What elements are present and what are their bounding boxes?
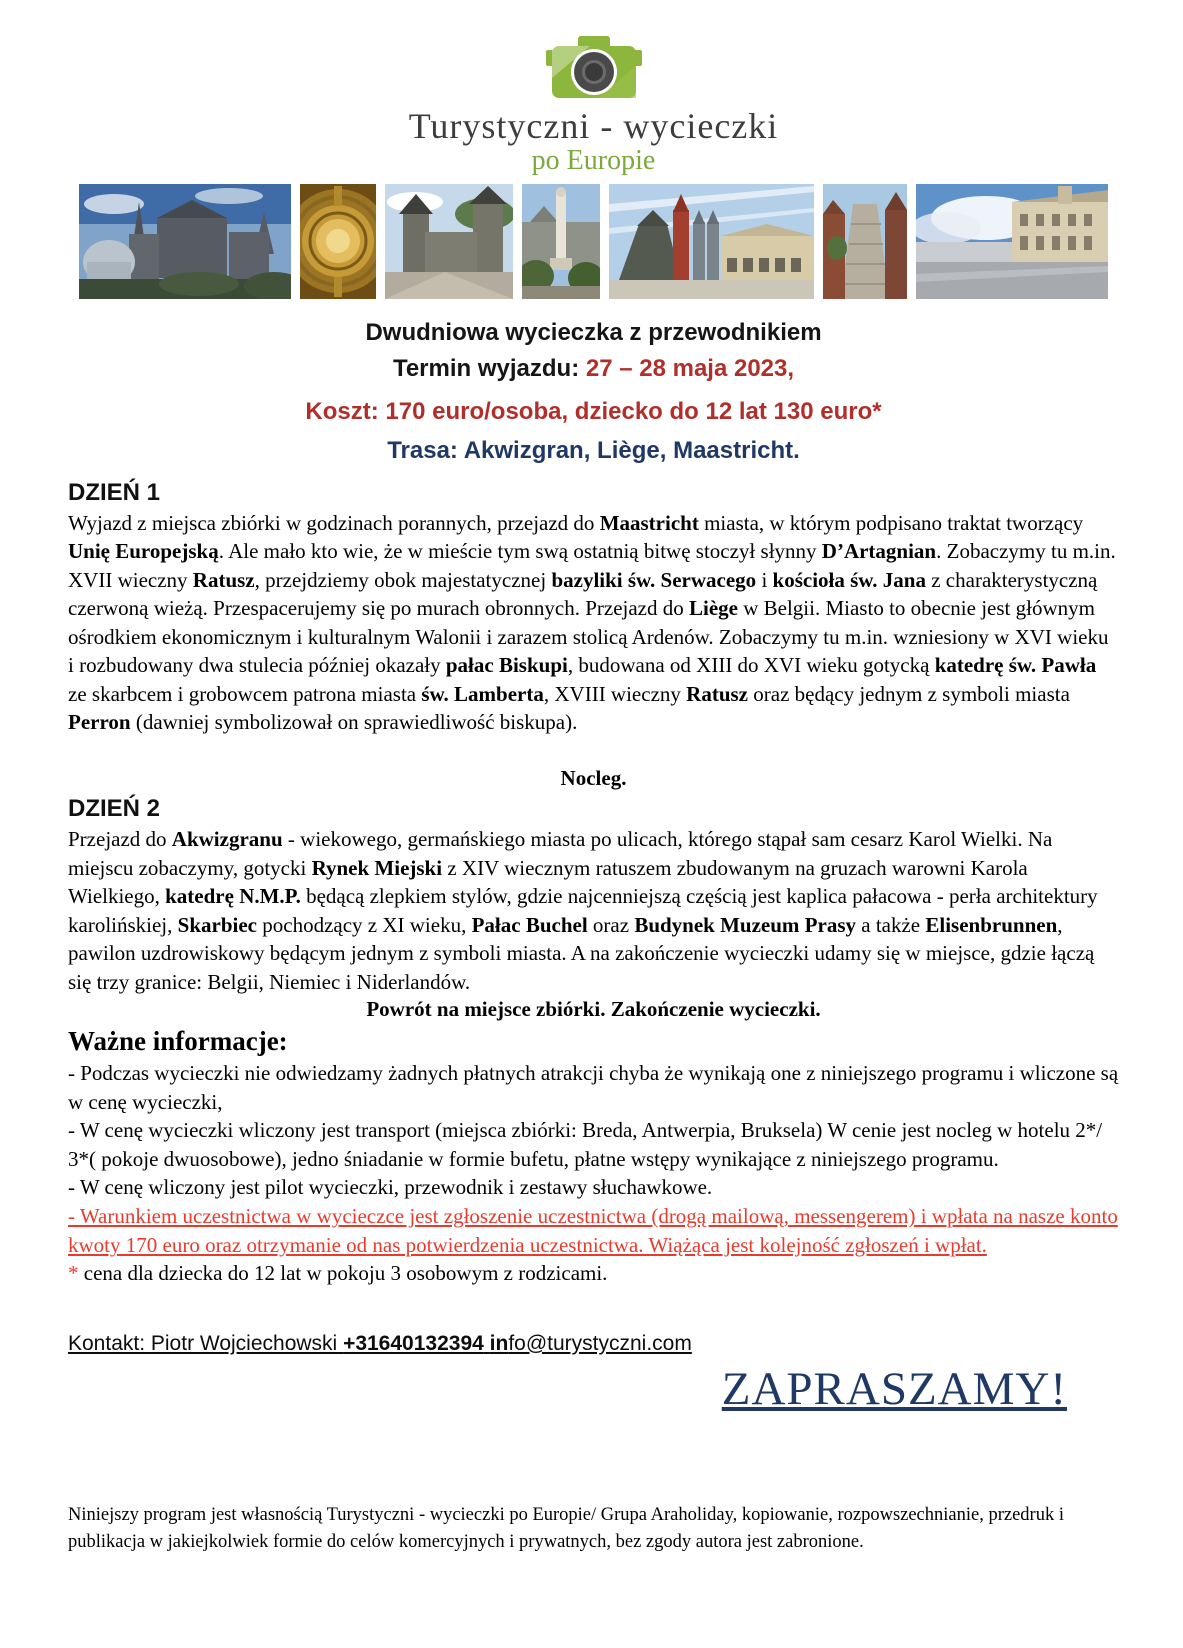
maastricht-vrijthof-square-photo <box>609 184 814 299</box>
contact-line[interactable]: Kontakt: Piotr Wojciechowski +31640132394 info@turystyczni.com <box>68 1331 692 1355</box>
day1-heading: DZIEŃ 1 <box>68 478 161 506</box>
day1-description: Wyjazd z miejsca zbiórki w godzinach porannych, przejazd do Maastricht miasta, w którym podpisano traktat tworzący Unię Europejską. Ale mało kto wie, że w mieście tym swą ostatnią bitwę stoczył słynny D’Artagnian. Zobaczymy tu m.in. XVII wieczny Ratusz, przejdziemy obok majestatycznej bazyliki św. Serwacego i kościoła św. Jana z charakterystyczną czerwoną wieżą. Przespacerujemy się po murach obronnych. Przejazd do Liège w Belgii. Miasto to obecnie jest głównym ośrodkiem ekonomicznym i kulturalnym Walonii i zarazem stolicą Ardenów. Zobaczymy tu m.in. wzniesiony w XVI wieku i rozbudowany dwa stulecia później okazały pałac Biskupi, budowana od XIII do XVI wieku gotycką katedrę św. Pawła ze skarbcem i grobowcem patrona miasta św. Lamberta, XVIII wieczny Ratusz oraz będący jednym z symboli miasta Perron (dawniej symbolizował on sprawiedliwość biskupa). <box>68 510 1116 735</box>
title-block <box>68 318 1119 464</box>
trip-cost: Koszt: 170 euro/osoba, dziecko do 12 lat 130 euro* <box>305 397 882 425</box>
important-item-2: - W cenę wycieczki wliczony jest transport (miejsca zbiórki: Breda, Antwerpia, Bruksela) W cenie jest nocleg w hotelu 2*/ 3*( pokoje dwuosobowe), jedno śniadanie w formie bufetu, płatne wstępy wynikające z niniejszego programu. <box>68 1118 1103 1171</box>
copyright-note: Niniejszy program jest własnością Turystyczni - wycieczki po Europie/ Grupa Araholiday, kopiowanie, rozpowszechnianie, przedruk i publikacja w jakiejkolwiek formie do celów komercyjnych i prywatnych, bez zgody autora jest zabronione. <box>68 1504 1064 1553</box>
brand-tagline: po Europie <box>531 144 656 176</box>
day2-description: Przejazd do Akwizgranu - wiekowego, germańskiego miasta po ulicach, którego stąpał sam cesarz Karol Wielki. Na miejscu zobaczymy, gotycki Rynek Miejski z XIV wiecznym ratuszem zbudowanym na gruzach warowni Karola Wielkiego, katedrę N.M.P. będącą zlepkiem stylów, gdzie najcenniejszą częścią jest kaplica pałacowa - perła architektury karolińskiej, Skarbiec pochodzący z XI wieku, Pałac Buchel oraz Budynek Muzeum Prasy a także Elisenbrunnen, pawilon uzdrowiskowy będącym jednym z symboli miasta. A na zakończenie wycieczki udamy się w miejsce, gdzie łączą się trzy granice: Belgii, Niemiec i Niderlandów. <box>68 826 1098 994</box>
photo-strip <box>68 184 1119 299</box>
important-item-3: - W cenę wliczony jest pilot wycieczki, przewodnik i zestawy słuchawkowe. <box>68 1175 713 1200</box>
maastricht-city-walls-photo <box>385 184 513 299</box>
trip-date: Termin wyjazdu: 27 – 28 maja 2023, <box>392 354 795 382</box>
trip-route: Trasa: Akwizgran, Liège, Maastricht. <box>387 436 800 464</box>
invitation-text: ZAPRASZAMY! <box>721 1362 1067 1415</box>
liege-bueren-stairs-photo <box>823 184 907 299</box>
important-item-1: - Podczas wycieczki nie odwiedzamy żadnych płatnych atrakcji chyba że wynikają one z niniejszego programu i wliczone są w cenę wycieczki, <box>68 1061 1119 1114</box>
liege-palace-square-photo <box>916 184 1108 299</box>
brand-name: Turystyczni - wycieczki <box>408 106 779 146</box>
important-info-heading: Ważne informacje: <box>68 1026 288 1057</box>
palatine-chapel-golden-dome-photo <box>300 184 376 299</box>
camera-icon <box>538 26 650 108</box>
day2-heading: DZIEŃ 2 <box>68 794 161 822</box>
trip-title: Dwudniowa wycieczka z przewodnikiem <box>365 318 822 346</box>
aachen-cathedral-photo <box>79 184 291 299</box>
return-note: Powrót na miejsce zbiórki. Zakończenie wycieczki. <box>366 997 821 1022</box>
logo-block <box>68 26 1119 177</box>
important-item-participation-terms: - Warunkiem uczestnictwa w wycieczce jest zgłoszenie uczestnictwa (drogą mailową, messengerem) i wpłata na nasze konto kwoty 170 euro oraz otrzymanie od nas potwierdzenia uczestnictwa. Wiążąca jest kolejność zgłoszeń i wpłat. <box>68 1203 1118 1257</box>
important-item-child-price-footnote: * cena dla dziecka do 12 lat w pokoju 3 osobowym z rodzicami. <box>68 1261 608 1286</box>
column-monument-photo <box>522 184 600 299</box>
overnight-note: Nocleg. <box>560 765 627 790</box>
